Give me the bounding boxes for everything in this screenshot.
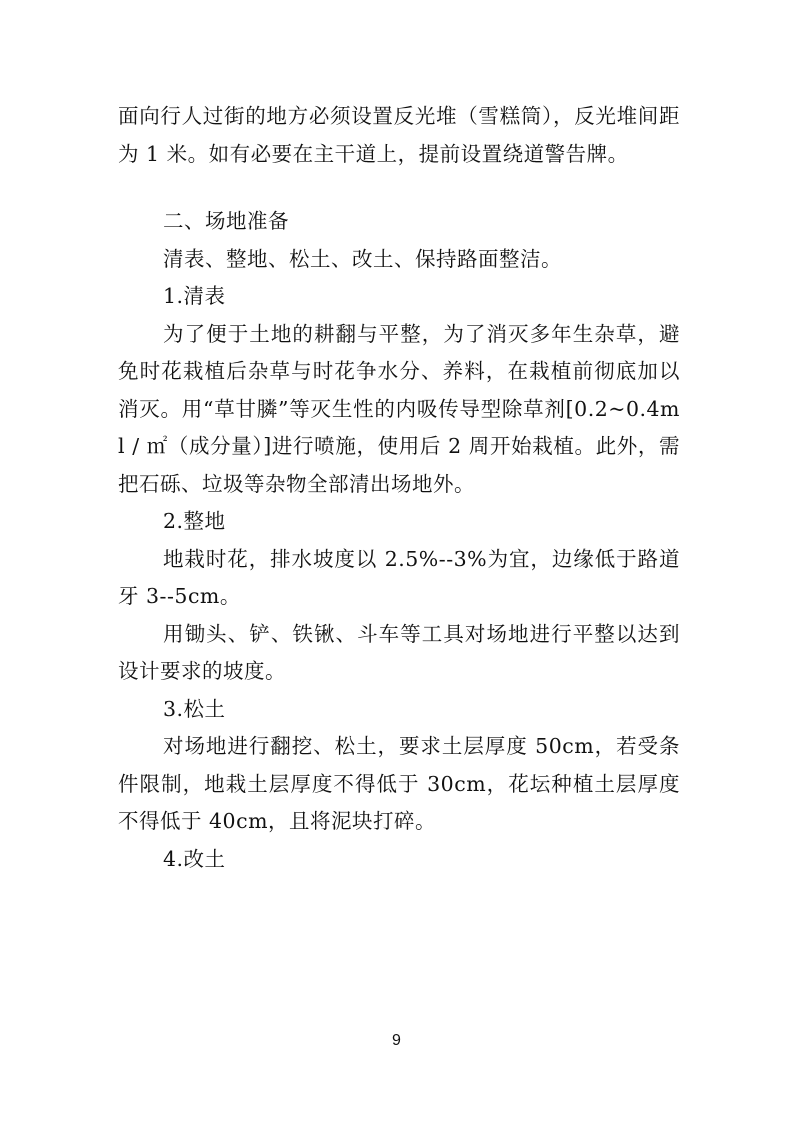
paragraph: 地栽时花，排水坡度以 2.5%--3%为宜，边缘低于路道牙 3--5cm。 <box>118 546 680 608</box>
section-gap <box>118 173 680 203</box>
paragraph: 对场地进行翻挖、松土，要求土层厚度 50cm，若受条件限制，地栽土层厚度不得低于 30cm，花坛种植土层厚度不得低于 40cm，且将泥块打碎。 <box>118 734 680 833</box>
paragraph: 为了便于土地的耕翻与平整，为了消灭多年生杂草，避免时花栽植后杂草与时花争水分、养料，在栽植前彻底加以消灭。用“草甘膦”等灭生性的内吸传导型除草剂[0.2~0.4ml / ㎡（成分量）]进行喷施，使用后 2 周开始栽植。此外，需把石砾、垃圾等杂物全部清出场地外。 <box>118 321 680 496</box>
document-body <box>118 98 680 878</box>
page-number: 9 <box>392 1032 401 1049</box>
subsection-heading: 3.松土 <box>163 696 226 721</box>
subsection-heading: 2.整地 <box>163 509 226 533</box>
subsection-heading: 1.清表 <box>163 284 226 308</box>
section-heading: 二、场地准备 <box>163 209 289 233</box>
paragraph-continuation: 面向行人过街的地方必须设置反光堆（雪糕筒），反光堆间距为 1 米。如有必要在主干道上，提前设置绕道警告牌。 <box>118 104 680 166</box>
paragraph: 用锄头、铲、铁锹、斗车等工具对场地进行平整以达到设计要求的坡度。 <box>118 621 680 683</box>
paragraph: 清表、整地、松土、改土、保持路面整洁。 <box>163 246 562 271</box>
subsection-heading: 4.改土 <box>163 846 226 871</box>
